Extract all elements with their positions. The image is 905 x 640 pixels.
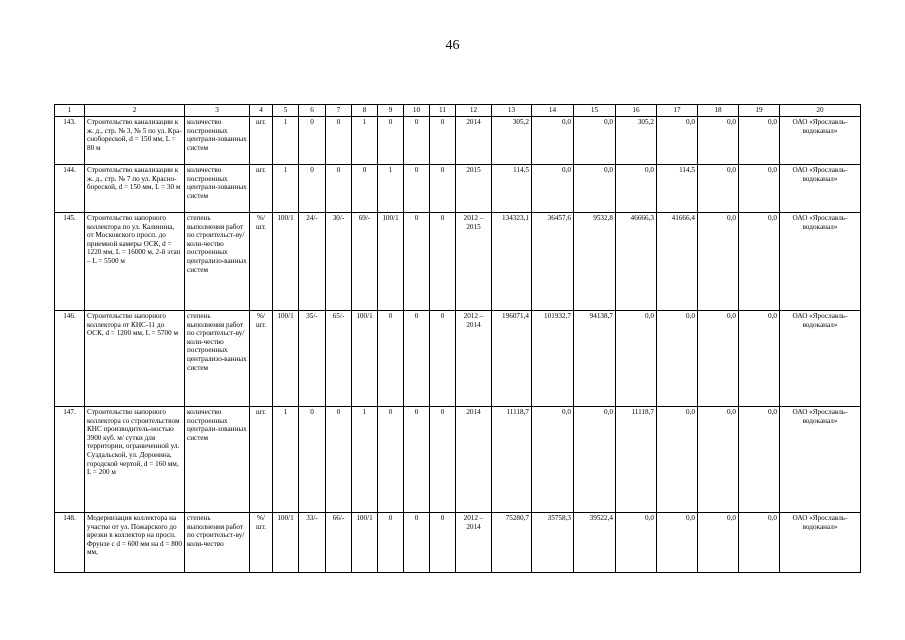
table-cell: 0,0 [657, 311, 698, 407]
table-cell: 0,0 [574, 165, 616, 213]
table-cell: 65/- [326, 311, 352, 407]
table-cell: 196071,4 [492, 311, 532, 407]
table-cell: 2014 [456, 117, 492, 165]
table-row [55, 213, 861, 311]
table-cell: 0 [404, 165, 430, 213]
table-cell: 147. [55, 407, 85, 513]
table-cell: 1 [352, 407, 378, 513]
table-cell: 114,5 [492, 165, 532, 213]
table-cell: 1 [378, 165, 404, 213]
table-row [55, 407, 861, 513]
table-cell: шт. [250, 165, 273, 213]
table-cell: Модернизация коллектора на участке от ул. Пожарского до врезки в коллектор на просп. Фрунзе с d = 600 мм на d = 800 мм, [85, 513, 185, 573]
table-cell: 0,0 [698, 513, 739, 573]
table-cell: 0 [430, 407, 456, 513]
table-cell: 2012 – 2014 [456, 311, 492, 407]
table-cell: 0,0 [698, 165, 739, 213]
table-cell: 11118,7 [616, 407, 657, 513]
table-cell: ОАО «Ярославль-водоканал» [780, 117, 861, 165]
table-row [55, 513, 861, 573]
table-cell: 69/- [352, 213, 378, 311]
table-cell: 0 [378, 513, 404, 573]
table-cell: 0,0 [657, 513, 698, 573]
header-cell: 12 [456, 105, 492, 117]
table-cell: степень выполнения работ по строительст-ву/ коли-чество [185, 513, 250, 573]
table-cell: ОАО «Ярославль-водоканал» [780, 311, 861, 407]
table-cell: 100/1 [378, 213, 404, 311]
header-cell: 8 [352, 105, 378, 117]
header-cell: 15 [574, 105, 616, 117]
table-cell: 0,0 [616, 513, 657, 573]
header-cell: 3 [185, 105, 250, 117]
table-cell: 101932,7 [532, 311, 574, 407]
table-cell: 0 [430, 513, 456, 573]
table-cell: 305,2 [616, 117, 657, 165]
table-cell: количество построенных централи-зованных систем [185, 165, 250, 213]
header-cell: 7 [326, 105, 352, 117]
table-cell: 9532,8 [574, 213, 616, 311]
header-row [55, 105, 861, 117]
table-cell: ОАО «Ярославль-водоканал» [780, 513, 861, 573]
table-cell: 75280,7 [492, 513, 532, 573]
table-cell: 0,0 [616, 165, 657, 213]
header-cell: 11 [430, 105, 456, 117]
table-cell: 143. [55, 117, 85, 165]
table-cell: шт. [250, 117, 273, 165]
table-cell: 114,5 [657, 165, 698, 213]
table-cell: 0 [378, 311, 404, 407]
table-cell: 0 [404, 213, 430, 311]
header-cell: 16 [616, 105, 657, 117]
table-row [55, 165, 861, 213]
header-cell: 18 [698, 105, 739, 117]
header-cell: 6 [299, 105, 326, 117]
table-cell: шт. [250, 407, 273, 513]
table-cell: Строительство канализации к ж. д., стр. № 3, № 5 по ул. Кра-снобоpеской, d = 150 мм, L = 80 м [85, 117, 185, 165]
table-cell: количество построенных централи-зованных систем [185, 117, 250, 165]
table-cell: 0,0 [532, 165, 574, 213]
header-cell: 13 [492, 105, 532, 117]
table-cell: 100/1 [273, 213, 299, 311]
table-cell: 0,0 [698, 311, 739, 407]
table-cell: 11118,7 [492, 407, 532, 513]
header-cell: 9 [378, 105, 404, 117]
header-cell: 17 [657, 105, 698, 117]
table-cell: 0 [404, 407, 430, 513]
table-cell: 24/- [299, 213, 326, 311]
table-cell: %/ шт. [250, 311, 273, 407]
table-cell: 0 [430, 311, 456, 407]
table-cell: 0 [430, 165, 456, 213]
table-cell: степень выполнения работ по строительст-ву/ коли-чество построенных централизо-ванных систем [185, 213, 250, 311]
header-cell: 20 [780, 105, 861, 117]
table-cell: 0 [378, 117, 404, 165]
table-cell: 41666,4 [657, 213, 698, 311]
table-cell: 36457,6 [532, 213, 574, 311]
table-row [55, 117, 861, 165]
table-cell: 2015 [456, 165, 492, 213]
header-cell: 5 [273, 105, 299, 117]
table-cell: 0 [430, 213, 456, 311]
table-cell: 0,0 [698, 407, 739, 513]
table-cell: 0 [299, 165, 326, 213]
table-cell: 0 [326, 117, 352, 165]
table-cell: Строительство напорного коллектора по ул. Калинина, от Московского просп. до приемной камеры ОСК, d = 1220 мм, L = 16000 м, 2-й этап – L = 5500 м [85, 213, 185, 311]
table-cell: 0,0 [739, 513, 780, 573]
page-number: 46 [445, 38, 460, 53]
table-cell: 0,0 [532, 407, 574, 513]
table-cell: 0,0 [657, 117, 698, 165]
table-cell: 0 [352, 165, 378, 213]
table-cell: 100/1 [273, 311, 299, 407]
table-cell: Строительство напорного коллектора от КНС-11 до ОСК, d = 1200 мм, L = 5700 м [85, 311, 185, 407]
header-cell: 1 [55, 105, 85, 117]
table-cell: 0,0 [698, 117, 739, 165]
table-cell: 0 [299, 117, 326, 165]
table-cell: 0 [404, 311, 430, 407]
table-cell: 0 [430, 117, 456, 165]
table-cell: ОАО «Ярославль-водоканал» [780, 407, 861, 513]
header-cell: 19 [739, 105, 780, 117]
table-cell: 0 [378, 407, 404, 513]
table-cell: количество построенных централи-зованных систем [185, 407, 250, 513]
table-cell: 0,0 [574, 407, 616, 513]
table-cell: 2012 – 2014 [456, 513, 492, 573]
table-cell: %/ шт. [250, 513, 273, 573]
table-cell: ОАО «Ярославль-водоканал» [780, 165, 861, 213]
table-cell: 0,0 [657, 407, 698, 513]
table-cell: 2014 [456, 407, 492, 513]
table-cell: 30/- [326, 213, 352, 311]
table-cell: 1 [273, 165, 299, 213]
table-cell: 35758,3 [532, 513, 574, 573]
header-cell: 4 [250, 105, 273, 117]
table-cell: Строительство канализации к ж. д., стр. № 7 по ул. Красно-боpеской, d = 150 мм, L = 30 м [85, 165, 185, 213]
table-cell: 0,0 [739, 311, 780, 407]
table-cell: 0,0 [739, 165, 780, 213]
table-cell: 0,0 [739, 213, 780, 311]
table-cell: 1 [273, 407, 299, 513]
table-cell: 0,0 [532, 117, 574, 165]
table-cell: 0,0 [739, 117, 780, 165]
table-cell: 305,2 [492, 117, 532, 165]
table-cell: 39522,4 [574, 513, 616, 573]
table-cell: 0,0 [574, 117, 616, 165]
table-cell: %/ шт. [250, 213, 273, 311]
table-cell: 144. [55, 165, 85, 213]
table-cell: 1 [352, 117, 378, 165]
table-cell: 0 [326, 407, 352, 513]
table-cell: степень выполнения работ по строительст-ву/ коли-чество построенных централизо-ванных систем [185, 311, 250, 407]
table-cell: 0,0 [616, 311, 657, 407]
table-cell: 148. [55, 513, 85, 573]
table-cell: 0,0 [739, 407, 780, 513]
header-cell: 10 [404, 105, 430, 117]
table-cell: 66/- [326, 513, 352, 573]
table-row [55, 311, 861, 407]
table-cell: Строительство напорного коллектора со строительством КНС производитель-ностью 3900 куб. м/ сутки для территории, ограниченной ул. Суздальской, ул. Доронина, городской чертой, d = 160 мм, L = 200 м [85, 407, 185, 513]
table-cell: 145. [55, 213, 85, 311]
table-cell: 0 [326, 165, 352, 213]
table-cell: 134323,1 [492, 213, 532, 311]
table-cell: 146. [55, 311, 85, 407]
table-cell: 35/- [299, 311, 326, 407]
table-cell: ОАО «Ярославль-водоканал» [780, 213, 861, 311]
table-cell: 2012 – 2015 [456, 213, 492, 311]
table-cell: 0,0 [698, 213, 739, 311]
table-cell: 1 [273, 117, 299, 165]
header-cell: 2 [85, 105, 185, 117]
table-cell: 46666,3 [616, 213, 657, 311]
table-cell: 33/- [299, 513, 326, 573]
table-cell: 100/1 [273, 513, 299, 573]
table-cell: 0 [299, 407, 326, 513]
table-cell: 100/1 [352, 513, 378, 573]
header-cell: 14 [532, 105, 574, 117]
table-cell: 0 [404, 513, 430, 573]
data-table [54, 104, 861, 573]
table-cell: 0 [404, 117, 430, 165]
table-cell: 94138,7 [574, 311, 616, 407]
table-cell: 100/1 [352, 311, 378, 407]
